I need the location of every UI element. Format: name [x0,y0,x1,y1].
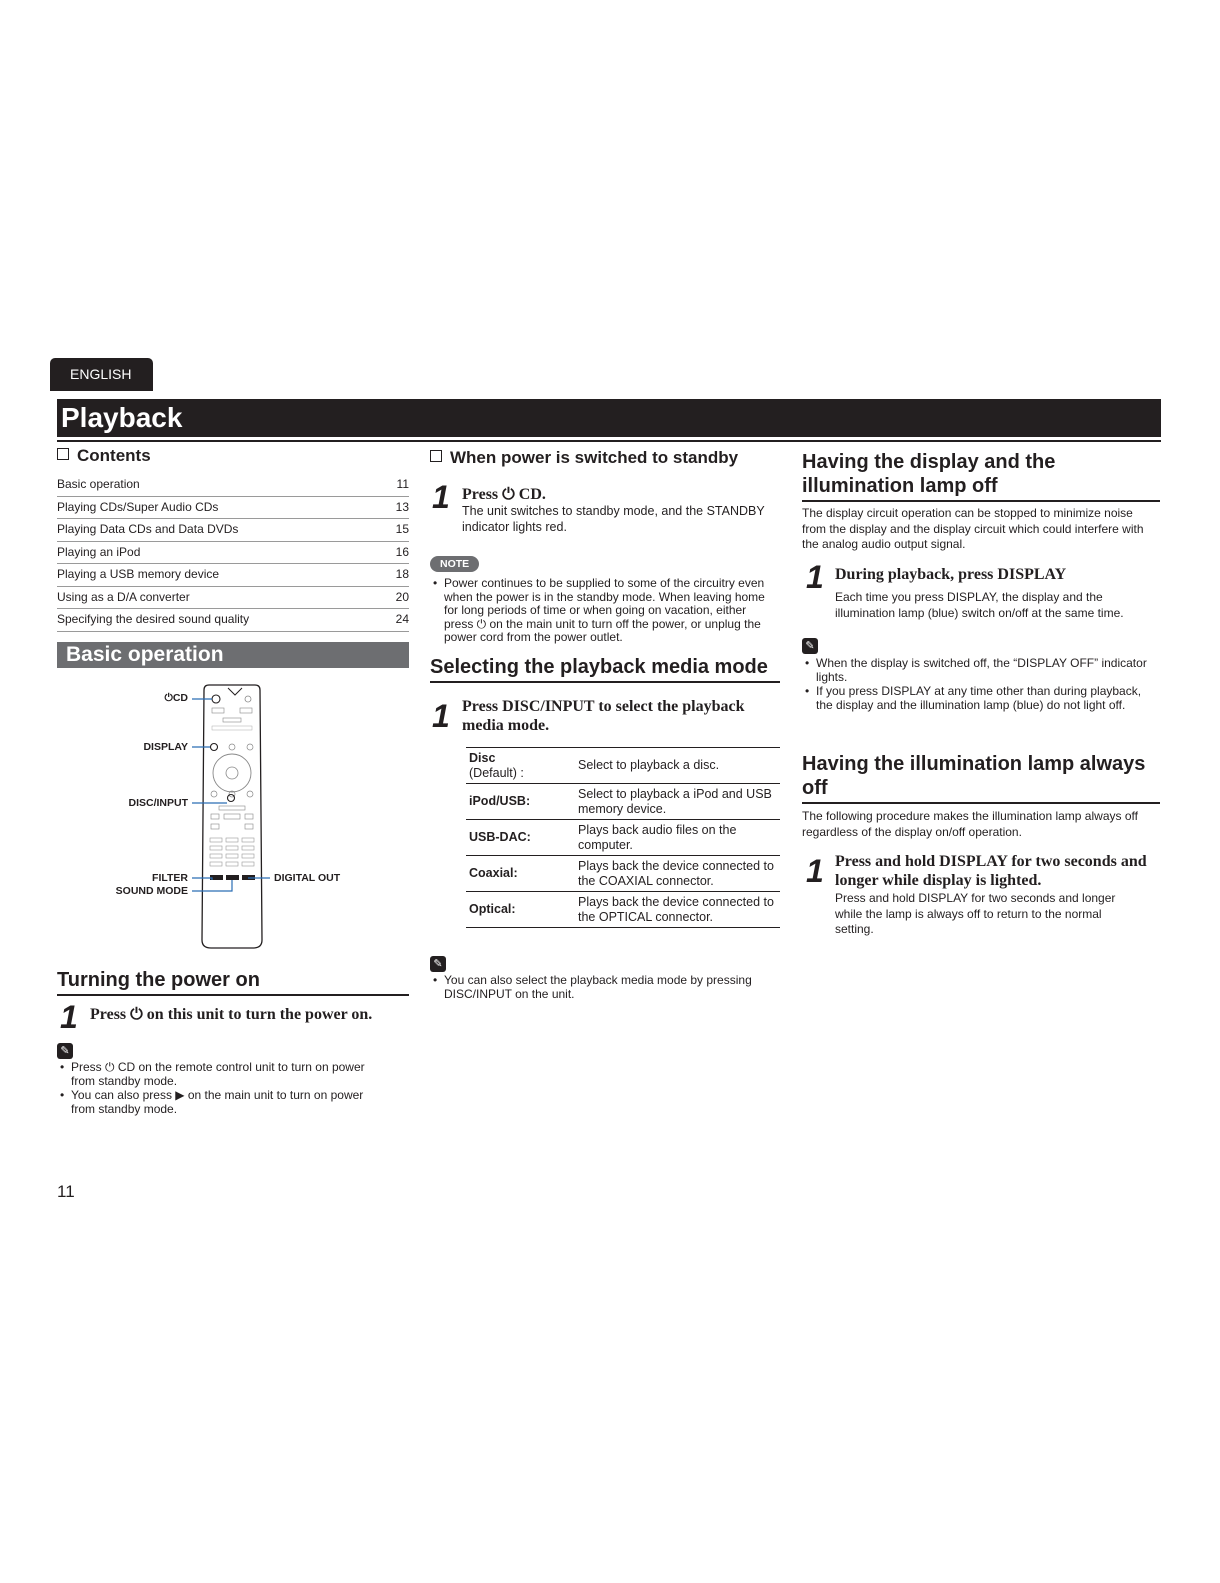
mode-sub: (Default) : [469,765,524,780]
contents-item-page: 11 [396,477,409,491]
display-off-notes [802,657,1147,713]
table-row [466,856,780,892]
contents-item-page: 13 [395,499,409,514]
table-row [466,748,780,784]
step-title: Press and hold DISPLAY for two seconds and longer while display is lighted. [835,853,1147,889]
contents-item[interactable] [57,474,409,497]
pencil-icon: ✎ [57,1043,73,1059]
checkbox-icon [57,448,69,460]
media-mode-table [466,747,780,928]
contents-heading-text: Contents [77,446,151,465]
callout-digital-out: DIGITAL OUT [274,872,341,884]
language-tab[interactable]: ENGLISH [50,358,153,391]
step-body: Press and hold DISPLAY for two seconds and longer while the lamp is always off to return to the normal setting. [835,891,1116,936]
lamp-off-intro: The following procedure makes the illumination lamp always off regardless of the display on/off operation. [802,809,1138,839]
table-row [466,892,780,928]
mode-label: iPod/USB: [469,794,531,808]
pencil-icon: ✎ [802,638,818,654]
mode-cell [466,748,575,784]
note-badge: NOTE [430,556,479,572]
display-off-heading: Having the display and the illumination lamp off [802,450,1160,502]
step-body: Each time you press DISPLAY, the display and the illumination lamp (blue) switch on/off at the same time. [835,590,1124,620]
mode-label: Disc [469,750,496,765]
callout-filter: FILTER [152,872,188,884]
step-number: 1 [806,559,824,595]
display-off-intro: The display circuit operation can be stopped to minimize noise from the display and the display circuit which could interfere with the analog audio output signal. [802,506,1144,551]
basic-operation-heading: Basic operation [57,642,409,668]
contents-item-label[interactable]: Playing Data CDs and Data DVDs [57,522,239,536]
remote-control-illustration [57,680,409,960]
step-number: 1 [806,853,824,889]
power-on-notes [57,1061,387,1117]
mode-cell [466,856,575,892]
contents-item-label[interactable]: Playing CDs/Super Audio CDs [57,499,219,514]
step-number: 1 [432,698,450,734]
contents-item-label[interactable]: Playing a USB memory device [57,567,220,581]
callout-display: DISPLAY [143,741,188,753]
mode-label: Coaxial: [469,866,518,880]
note-item: • When the display is switched off, the “DISPLAY OFF” indicator lights. [802,657,1147,684]
contents-item-label[interactable]: Specifying the desired sound quality [57,612,250,626]
step-title: Press ⏻ CD. [462,486,546,503]
contents-heading [57,446,151,466]
title-rule [57,440,1161,442]
step-title: During playback, press DISPLAY [835,566,1067,583]
mode-label: USB-DAC: [469,830,531,844]
power-on-heading: Turning the power on [57,968,409,996]
callout-cd: ⏻CD [164,692,188,704]
media-mode-notes [430,974,775,1002]
contents-item-page: 20 [395,589,409,604]
step-number: 1 [60,999,78,1035]
note-item: • You can also select the playback media mode by pressing DISC/INPUT on the unit. [430,974,775,1001]
contents-item-label[interactable]: Playing an iPod [57,544,141,559]
page-title: Playback [57,399,1161,437]
note-item: • You can also press ▶ on the main unit to turn on power from standby mode. [57,1089,387,1116]
contents-item-page: 16 [395,544,409,559]
contents-item[interactable] [57,564,409,587]
step-body: The unit switches to standby mode, and the STANDBY indicator lights red. [462,504,765,534]
checkbox-icon [430,450,442,462]
lamp-off-heading: Having the illumination lamp always off [802,752,1160,804]
page-number: 11 [57,1182,75,1201]
desc-cell: Plays back the device connected to the OPTICAL connector. [575,892,780,928]
table-row [466,820,780,856]
contents-item[interactable] [57,609,409,632]
contents-item[interactable] [57,497,409,520]
step-title: Press DISC/INPUT to select the playback media mode. [462,698,745,734]
mode-cell [466,820,575,856]
media-mode-heading: Selecting the playback media mode [430,655,780,683]
desc-cell: Plays back the device connected to the COAXIAL connector. [575,856,780,892]
contents-item[interactable] [57,587,409,610]
desc-cell: Plays back audio files on the computer. [575,820,780,856]
contents-item-label[interactable]: Using as a D/A converter [57,589,190,604]
note-item: • Power continues to be supplied to some of the circuitry even when the power is in the standby mode. When leaving home for long periods of time or when going on vacation, either press ⏻ on the main unit to turn off the power, or unplug the power cord from the power outlet. [430,577,765,645]
mode-cell [466,784,575,820]
table-row [466,784,780,820]
contents-list [57,474,409,632]
callout-sound-mode: SOUND MODE [115,885,188,897]
contents-item[interactable] [57,519,409,542]
contents-item-label[interactable]: Basic operation [57,477,140,491]
pencil-icon: ✎ [430,956,446,972]
contents-item-page: 15 [395,522,409,536]
step-number: 1 [432,479,450,515]
mode-label: Optical: [469,902,516,916]
desc-cell: Select to playback a disc. [575,748,780,784]
mode-cell [466,892,575,928]
note-item: • If you press DISPLAY at any time other than during playback, the display and the illumination lamp (blue) do not light off. [802,685,1147,712]
standby-notes [430,577,765,646]
remote-diagram [57,680,409,960]
standby-heading-text: When power is switched to standby [450,448,739,467]
standby-heading [430,448,780,468]
contents-item-page: 18 [395,567,409,581]
contents-item-page: 24 [395,612,409,626]
step-title: Press ⏻ on this unit to turn the power on. [90,1006,373,1023]
desc-cell: Select to playback a iPod and USB memory device. [575,784,780,820]
contents-item[interactable] [57,542,409,565]
note-item: • Press ⏻ CD on the remote control unit to turn on power from standby mode. [57,1061,387,1088]
callout-disc-input: DISC/INPUT [128,797,188,809]
